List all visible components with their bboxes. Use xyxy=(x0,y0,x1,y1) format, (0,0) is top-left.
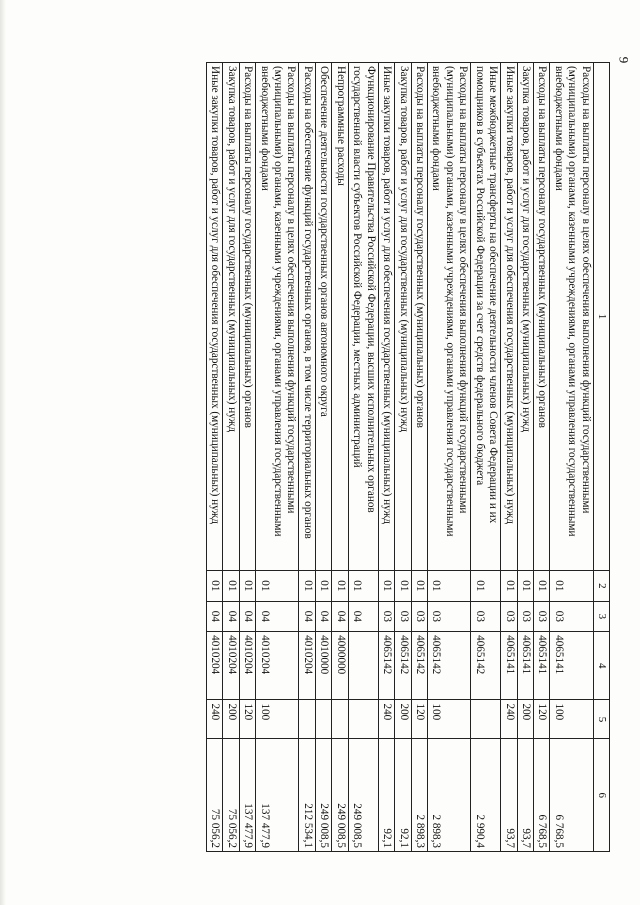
row-section-cell: 01 xyxy=(378,571,394,602)
row-target-code-cell: 4065141 xyxy=(517,632,533,700)
row-name-cell: Расходы на выплаты персоналу государственных (муниципальных) органов xyxy=(534,63,550,571)
table-row xyxy=(471,63,501,852)
row-section-cell: 01 xyxy=(428,571,471,602)
row-section-cell: 01 xyxy=(395,571,411,602)
row-name-cell: Расходы на выплаты персоналу в целях обеспечения выполнения функций государственными (муниципальными) органами, казенными учреждениями, органами управления государственными внебюджетными фондами xyxy=(550,63,593,571)
row-expense-kind-cell: 100 xyxy=(550,700,593,739)
row-target-code-cell: 4000000 xyxy=(332,632,348,700)
row-sum-cell: 92,1 xyxy=(395,739,411,852)
row-subsection-cell: 04 xyxy=(348,601,378,632)
row-target-code-cell: 4065142 xyxy=(471,632,501,700)
header-col-3: 3 xyxy=(593,601,609,632)
table-row xyxy=(206,63,222,852)
budget-table xyxy=(206,62,610,852)
row-section-cell: 01 xyxy=(501,571,517,602)
row-section-cell: 01 xyxy=(348,571,378,602)
row-subsection-cell: 03 xyxy=(550,601,593,632)
row-name-cell: Расходы на обеспечение функций государственных органов, в том числе территориальных органов xyxy=(299,63,315,571)
row-subsection-cell: 03 xyxy=(428,601,471,632)
row-subsection-cell: 03 xyxy=(534,601,550,632)
row-subsection-cell: 04 xyxy=(239,601,255,632)
row-sum-cell: 2 898,3 xyxy=(411,739,427,852)
row-target-code-cell xyxy=(348,632,378,700)
row-expense-kind-cell: 120 xyxy=(534,700,550,739)
table-row xyxy=(517,63,533,852)
row-expense-kind-cell: 120 xyxy=(411,700,427,739)
table-row xyxy=(348,63,378,852)
row-target-code-cell: 4010204 xyxy=(206,632,222,700)
row-section-cell: 01 xyxy=(411,571,427,602)
row-subsection-cell: 03 xyxy=(378,601,394,632)
row-target-code-cell: 4010204 xyxy=(256,632,299,700)
page-number: 9 xyxy=(615,56,631,64)
row-name-cell: Иные закупки товаров, работ и услуг для обеспечения государственных (муниципальных) нужд xyxy=(206,63,222,571)
row-expense-kind-cell xyxy=(332,700,348,739)
row-name-cell: Закупка товаров, работ и услуг для государственных (муниципальных) нужд xyxy=(395,63,411,571)
row-sum-cell: 2 898,3 xyxy=(428,739,471,852)
table-row xyxy=(332,63,348,852)
table-row xyxy=(378,63,394,852)
table-row xyxy=(395,63,411,852)
row-subsection-cell: 04 xyxy=(206,601,222,632)
row-section-cell: 01 xyxy=(206,571,222,602)
row-section-cell: 01 xyxy=(534,571,550,602)
table-row xyxy=(550,63,593,852)
table-header-row xyxy=(593,63,609,852)
row-target-code-cell: 4065141 xyxy=(550,632,593,700)
table-row xyxy=(299,63,315,852)
table-row xyxy=(534,63,550,852)
row-subsection-cell: 04 xyxy=(223,601,239,632)
row-name-cell: Расходы на выплаты персоналу государственных (муниципальных) органов xyxy=(239,63,255,571)
row-section-cell: 01 xyxy=(299,571,315,602)
row-section-cell: 01 xyxy=(471,571,501,602)
row-subsection-cell: 04 xyxy=(256,601,299,632)
header-col-6: 6 xyxy=(593,739,609,852)
row-subsection-cell: 03 xyxy=(501,601,517,632)
row-name-cell: Иные закупки товаров, работ и услуг для обеспечения государственных (муниципальных) нужд xyxy=(378,63,394,571)
row-expense-kind-cell xyxy=(299,700,315,739)
table-row xyxy=(223,63,239,852)
row-name-cell: Закупка товаров, работ и услуг для государственных (муниципальных) нужд xyxy=(223,63,239,571)
row-expense-kind-cell: 240 xyxy=(206,700,222,739)
row-expense-kind-cell: 100 xyxy=(428,700,471,739)
row-expense-kind-cell: 200 xyxy=(395,700,411,739)
table-row xyxy=(315,63,331,852)
row-section-cell: 01 xyxy=(517,571,533,602)
row-name-cell: Расходы на выплаты персоналу в целях обеспечения выполнения функций государственными (муниципальными) органами, казенными учреждениями, органами управления государственными внебюджетными фондами xyxy=(428,63,471,571)
row-section-cell: 01 xyxy=(223,571,239,602)
row-name-cell: Расходы на выплаты персоналу государственных (муниципальных) органов xyxy=(411,63,427,571)
row-sum-cell: 6 768,5 xyxy=(534,739,550,852)
row-expense-kind-cell: 120 xyxy=(239,700,255,739)
row-target-code-cell: 4065142 xyxy=(428,632,471,700)
table-body xyxy=(206,63,593,852)
row-name-cell: Обеспечение деятельности государственных органов автономного округа xyxy=(315,63,331,571)
row-sum-cell: 93,7 xyxy=(517,739,533,852)
row-sum-cell: 137 477,9 xyxy=(256,739,299,852)
table-row xyxy=(501,63,517,852)
row-target-code-cell: 4065141 xyxy=(501,632,517,700)
row-subsection-cell: 03 xyxy=(517,601,533,632)
scan-edge-shadow xyxy=(0,0,6,905)
row-target-code-cell: 4010204 xyxy=(223,632,239,700)
table-row xyxy=(428,63,471,852)
row-name-cell: Иные межбюджетные трансферты на обеспечение деятельности членов Совета Федерации и их помощников в субъектах Российской Федерации за счет средств федерального бюджета xyxy=(471,63,501,571)
table-row xyxy=(239,63,255,852)
row-target-code-cell: 4010000 xyxy=(315,632,331,700)
row-sum-cell: 137 477,9 xyxy=(239,739,255,852)
row-sum-cell: 249 008,5 xyxy=(348,739,378,852)
row-expense-kind-cell: 240 xyxy=(378,700,394,739)
row-subsection-cell: 03 xyxy=(411,601,427,632)
row-sum-cell: 249 008,5 xyxy=(332,739,348,852)
rotated-content xyxy=(85,62,610,852)
row-sum-cell: 6 768,5 xyxy=(550,739,593,852)
table-row xyxy=(256,63,299,852)
row-sum-cell: 2 990,4 xyxy=(471,739,501,852)
row-expense-kind-cell xyxy=(348,700,378,739)
row-subsection-cell: 04 xyxy=(315,601,331,632)
header-col-5: 5 xyxy=(593,700,609,739)
row-section-cell: 01 xyxy=(315,571,331,602)
row-expense-kind-cell xyxy=(315,700,331,739)
row-subsection-cell: 04 xyxy=(332,601,348,632)
header-col-4: 4 xyxy=(593,632,609,700)
row-target-code-cell: 4065142 xyxy=(411,632,427,700)
row-target-code-cell: 4010204 xyxy=(299,632,315,700)
row-name-cell: Расходы на выплаты персоналу в целях обеспечения выполнения функций государственными (муниципальными) органами, казенными учреждениями, органами управления государственными внебюджетными фондами xyxy=(256,63,299,571)
row-name-cell: Непрограммные расходы xyxy=(332,63,348,571)
row-name-cell: Закупка товаров, работ и услуг для государственных (муниципальных) нужд xyxy=(517,63,533,571)
row-sum-cell: 75 056,2 xyxy=(206,739,222,852)
header-col-2: 2 xyxy=(593,571,609,602)
row-section-cell: 01 xyxy=(550,571,593,602)
row-expense-kind-cell: 200 xyxy=(517,700,533,739)
row-sum-cell: 93,7 xyxy=(501,739,517,852)
header-col-1: 1 xyxy=(593,63,609,571)
row-section-cell: 01 xyxy=(332,571,348,602)
row-subsection-cell: 03 xyxy=(395,601,411,632)
row-name-cell: Иные закупки товаров, работ и услуг для обеспечения государственных (муниципальных) нужд xyxy=(501,63,517,571)
row-subsection-cell: 04 xyxy=(299,601,315,632)
row-target-code-cell: 4010204 xyxy=(239,632,255,700)
row-section-cell: 01 xyxy=(256,571,299,602)
row-name-cell: Функционирование Правительства Российской Федерации, высших исполнительных органов государственной власти субъектов Российской Федерации, местных администраций xyxy=(348,63,378,571)
row-subsection-cell: 03 xyxy=(471,601,501,632)
row-target-code-cell: 4065142 xyxy=(395,632,411,700)
row-sum-cell: 92,1 xyxy=(378,739,394,852)
row-section-cell: 01 xyxy=(239,571,255,602)
row-sum-cell: 75 056,2 xyxy=(223,739,239,852)
row-expense-kind-cell: 100 xyxy=(256,700,299,739)
row-target-code-cell: 4065142 xyxy=(378,632,394,700)
row-sum-cell: 249 008,5 xyxy=(315,739,331,852)
row-expense-kind-cell xyxy=(471,700,501,739)
row-target-code-cell: 4065141 xyxy=(534,632,550,700)
row-expense-kind-cell: 200 xyxy=(223,700,239,739)
row-sum-cell: 212 534,1 xyxy=(299,739,315,852)
table-row xyxy=(411,63,427,852)
row-expense-kind-cell: 240 xyxy=(501,700,517,739)
